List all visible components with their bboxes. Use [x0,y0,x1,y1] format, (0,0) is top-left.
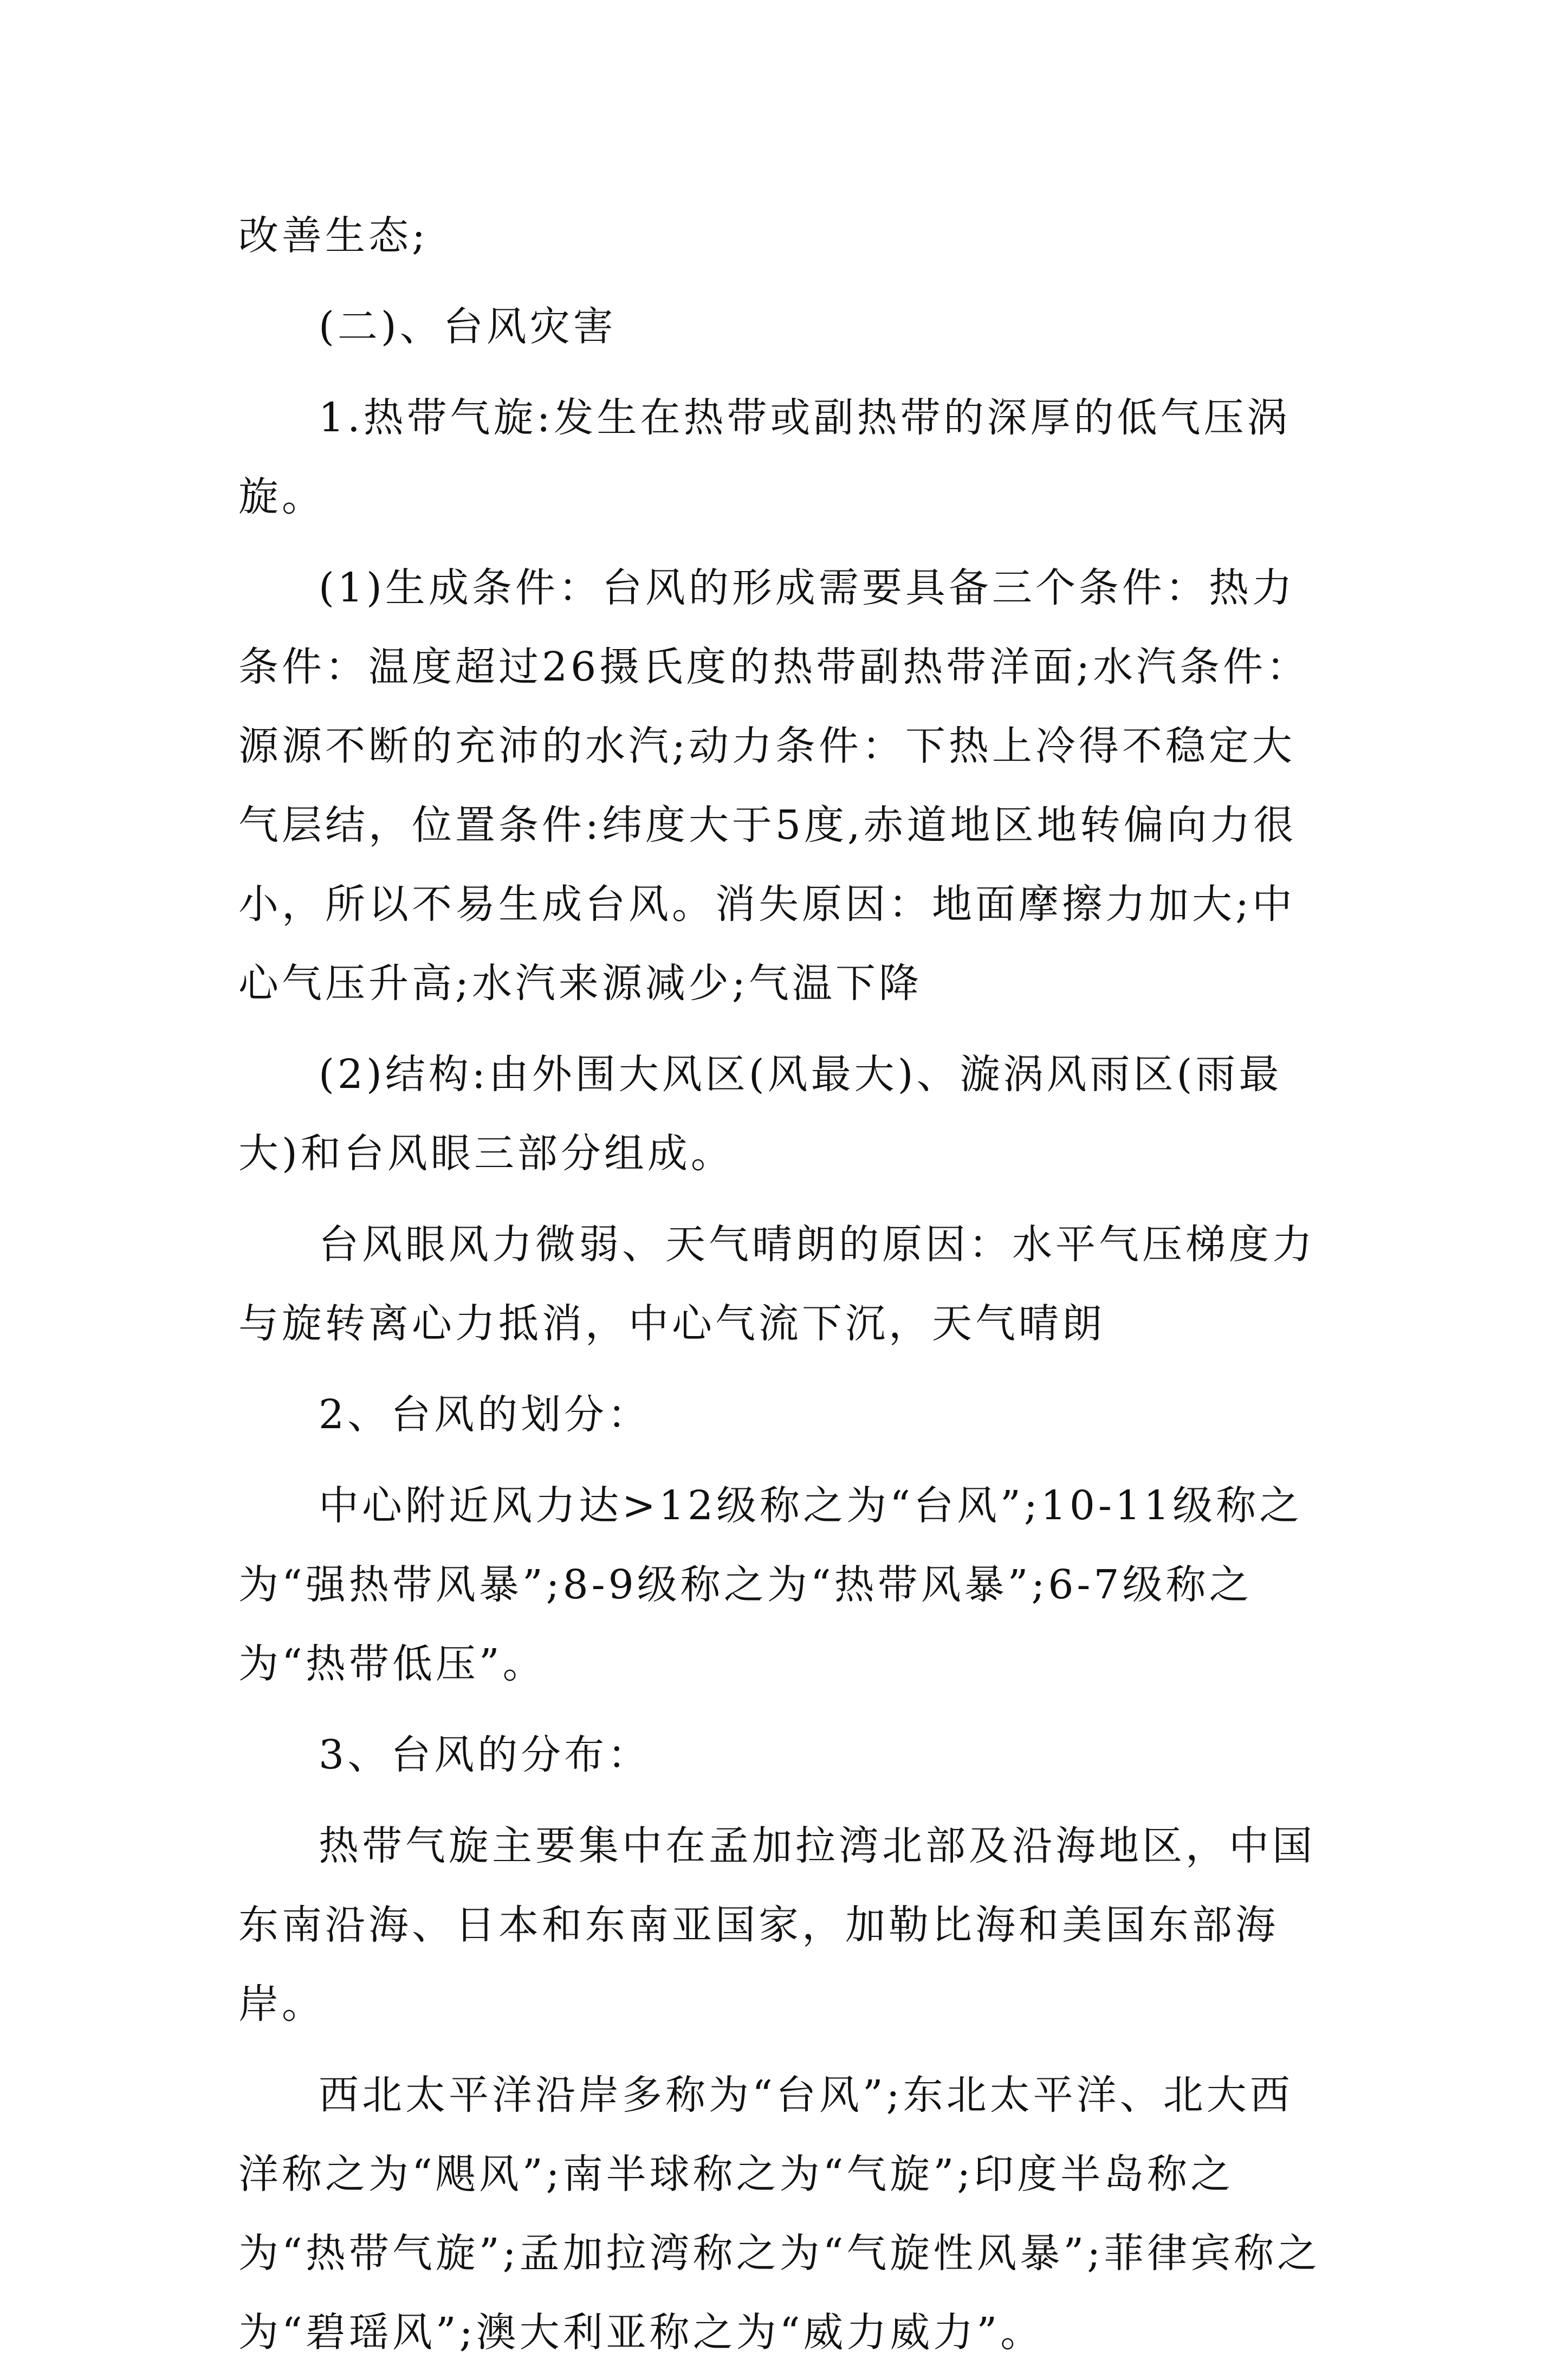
section-heading-typhoon-disaster: (二)、台风灾害 [319,303,617,350]
paragraph-formation-conditions: (1)生成条件：台风的形成需要具备三个条件：热力条件：温度超过26摄氏度的热带副热带洋面;水汽条件：源源不断的充沛的水汽;动力条件：下热上冷得不稳定大气层结，位置条件:纬度大于5度,赤道地区地转偏向力很小，所以不易生成台风。消失原因：地面摩擦力加大;中心气压升高;水汽来源减少;气温下降 [238,565,1310,1007]
paragraph-distribution-regions: 热带气旋主要集中在孟加拉湾北部及沿海地区，中国东南沿海、日本和东南亚国家，加勒比海和美国东部海岸。 [238,1823,1316,2027]
paragraph-classification-levels: 中心附近风力达>12级称之为“台风”;10-11级称之为“强热带风暴”;8-9级称之为“热带风暴”;6-7级称之为“热带低压”。 [238,1482,1303,1687]
paragraph-typhoon-eye: 台风眼风力微弱、天气晴朗的原因：水平气压梯度力与旋转离心力抵消，中心气流下沉，天气晴朗 [238,1221,1316,1347]
subheading-typhoon-distribution: 3、台风的分布： [319,1732,651,1778]
paragraph-structure: (2)结构:由外围大风区(风最大)、漩涡风雨区(雨最大)和台风眼三部分组成。 [238,1051,1282,1177]
document-body [238,196,1333,2372]
paragraph-tropical-cyclone-definition: 1.热带气旋:发生在热带或副热带的深厚的低气压涡旋。 [238,394,1291,520]
paragraph-improve-ecology: 改善生态; [238,212,429,259]
paragraph-regional-names: 西北太平洋沿岸多称为“台风”;东北太平洋、北大西洋称之为“飓风”;南半球称之为“气旋”;印度半岛称之为“热带气旋”;孟加拉湾称之为“气旋性风暴”;菲律宾称之为“碧瑶风”;澳大利亚称之为“威力威力”。 [238,2072,1321,2356]
subheading-typhoon-classification: 2、台风的划分： [319,1391,651,1438]
